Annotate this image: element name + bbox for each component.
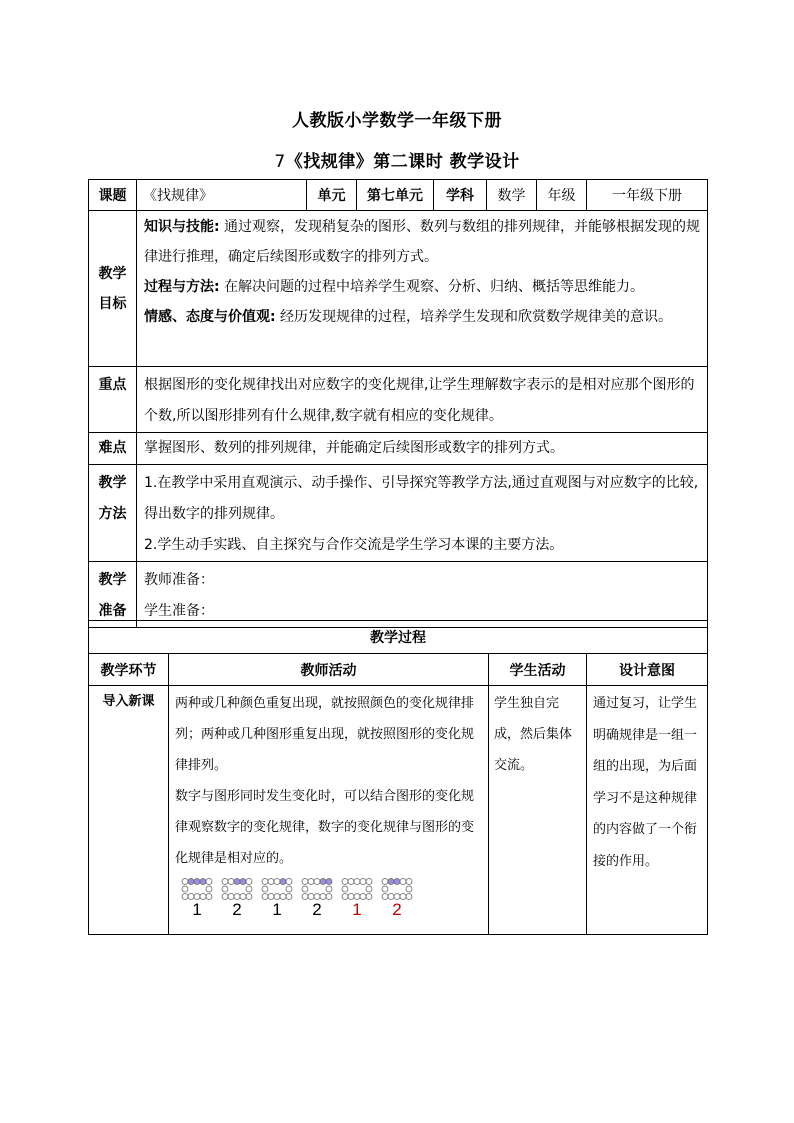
process-table <box>88 620 708 935</box>
pattern-item <box>337 878 377 920</box>
pattern-item <box>177 878 217 920</box>
pattern-figures <box>175 878 482 920</box>
prep-cell <box>137 562 708 628</box>
pattern-digit: 1 <box>192 900 202 919</box>
unit-value: 第七单元 <box>357 180 434 211</box>
pattern-item <box>257 878 297 920</box>
process-title: 教学过程 <box>89 621 708 654</box>
difficulty-text: 掌握图形、数列的排列规律，并能确定后续图形或数字的排列方式。 <box>137 433 708 465</box>
goal1-head: 知识与技能: <box>144 219 220 235</box>
info-table <box>88 179 708 628</box>
row1-teacher <box>169 686 489 935</box>
goal-emotion <box>144 302 701 332</box>
row1-stage: 导入新课 <box>89 686 169 935</box>
prep-student: 学生准备： <box>144 603 214 619</box>
goal2-text: 在解决问题的过程中培养学生观察、分析、归纳、概括等思维能力。 <box>219 279 645 295</box>
goal-knowledge <box>144 212 701 272</box>
goals-cell <box>137 211 708 367</box>
method-cell <box>137 465 708 562</box>
doc-title: 人教版小学数学一年级下册 <box>292 111 502 131</box>
goal-process <box>144 272 701 302</box>
bead-frame-icon <box>341 878 373 900</box>
doc-subtitle <box>0 147 794 172</box>
prep-label-line1: 教学 <box>98 572 127 588</box>
pattern-digit: 1 <box>272 900 282 919</box>
bead-frame-icon <box>301 878 333 900</box>
col-intent: 设计意图 <box>587 654 708 686</box>
difficulty-label: 难点 <box>89 433 137 465</box>
col-teacher: 教师活动 <box>169 654 489 686</box>
bead-frame-icon <box>381 878 413 900</box>
row1-teacher-p2: 数字与图形同时发生变化时，可以结合图形的变化规律观察数字的变化规律，数字的变化规律与图形的变化规律是相对应的。 <box>175 789 475 866</box>
grade-value: 一年级下册 <box>587 180 708 211</box>
goal2-head: 过程与方法: <box>144 279 220 295</box>
bead-frame-icon <box>261 878 293 900</box>
pattern-item <box>377 878 417 920</box>
subtitle-text: 《找规律》第二课时 教学设计 <box>285 152 520 172</box>
goal3-text: 经历发现规律的过程，培养学生发现和欣赏数学规律美的意识。 <box>275 309 673 325</box>
method-text-2: 2.学生动手实践、自主探究与合作交流是学生学习本课的主要方法。 <box>144 537 564 553</box>
row1-intent: 通过复习，让学生明确规律是一组一组的出现，为后面学习不是这种规律的内容做了一个衔接的作用。 <box>587 686 708 935</box>
pattern-item <box>297 878 337 920</box>
col-stage: 教学环节 <box>89 654 169 686</box>
method-label <box>89 465 137 562</box>
method-text-1: 1.在教学中采用直观演示、动手操作、引导探究等教学方法,通过直观图与对应数字的比较,得出数字的排列规律。 <box>144 475 699 522</box>
subject-value: 数学 <box>487 180 537 211</box>
goals-label <box>89 211 137 367</box>
prep-label-line2: 准备 <box>98 603 127 619</box>
grade-label: 年级 <box>537 180 587 211</box>
topic-label: 课题 <box>89 180 137 211</box>
goal1-text: 通过观察，发现稍复杂的图形、数列与数组的排列规律，并能够根据发现的规律进行推理，确定后续图形或数字的排列方式。 <box>144 219 701 265</box>
goal3-head: 情感、态度与价值观: <box>144 309 276 325</box>
pattern-digit: 2 <box>232 900 242 919</box>
row1-teacher-p1: 两种或几种颜色重复出现，就按照颜色的变化规律排列；两种或几种图形重复出现，就按照图形的变化规律排列。 <box>175 696 475 773</box>
pattern-digit-answer: 1 <box>352 900 362 919</box>
pattern-digit-answer: 2 <box>392 900 402 919</box>
method-label-line1: 教学 <box>98 475 127 491</box>
pattern-digit: 2 <box>312 900 322 919</box>
goals-label-line1: 教学 <box>98 265 127 282</box>
key-label: 重点 <box>89 367 137 433</box>
bead-frame-icon <box>221 878 253 900</box>
col-student: 学生活动 <box>489 654 587 686</box>
prep-label <box>89 562 137 628</box>
subtitle-number: 7 <box>274 152 286 172</box>
topic-value: 《找规律》 <box>137 180 307 211</box>
key-text: 根据图形的变化规律找出对应数字的变化规律,让学生理解数字表示的是相对应那个图形的个数,所以图形排列有什么规律,数字就有相应的变化规律。 <box>137 367 708 433</box>
unit-label: 单元 <box>307 180 357 211</box>
prep-teacher: 教师准备： <box>144 572 214 588</box>
row1-student: 学生独自完成，然后集体交流。 <box>489 686 587 935</box>
subject-label: 学科 <box>434 180 487 211</box>
pattern-item <box>217 878 257 920</box>
method-label-line2: 方法 <box>98 506 127 522</box>
bead-frame-icon <box>181 878 213 900</box>
goals-label-line2: 目标 <box>98 295 127 312</box>
